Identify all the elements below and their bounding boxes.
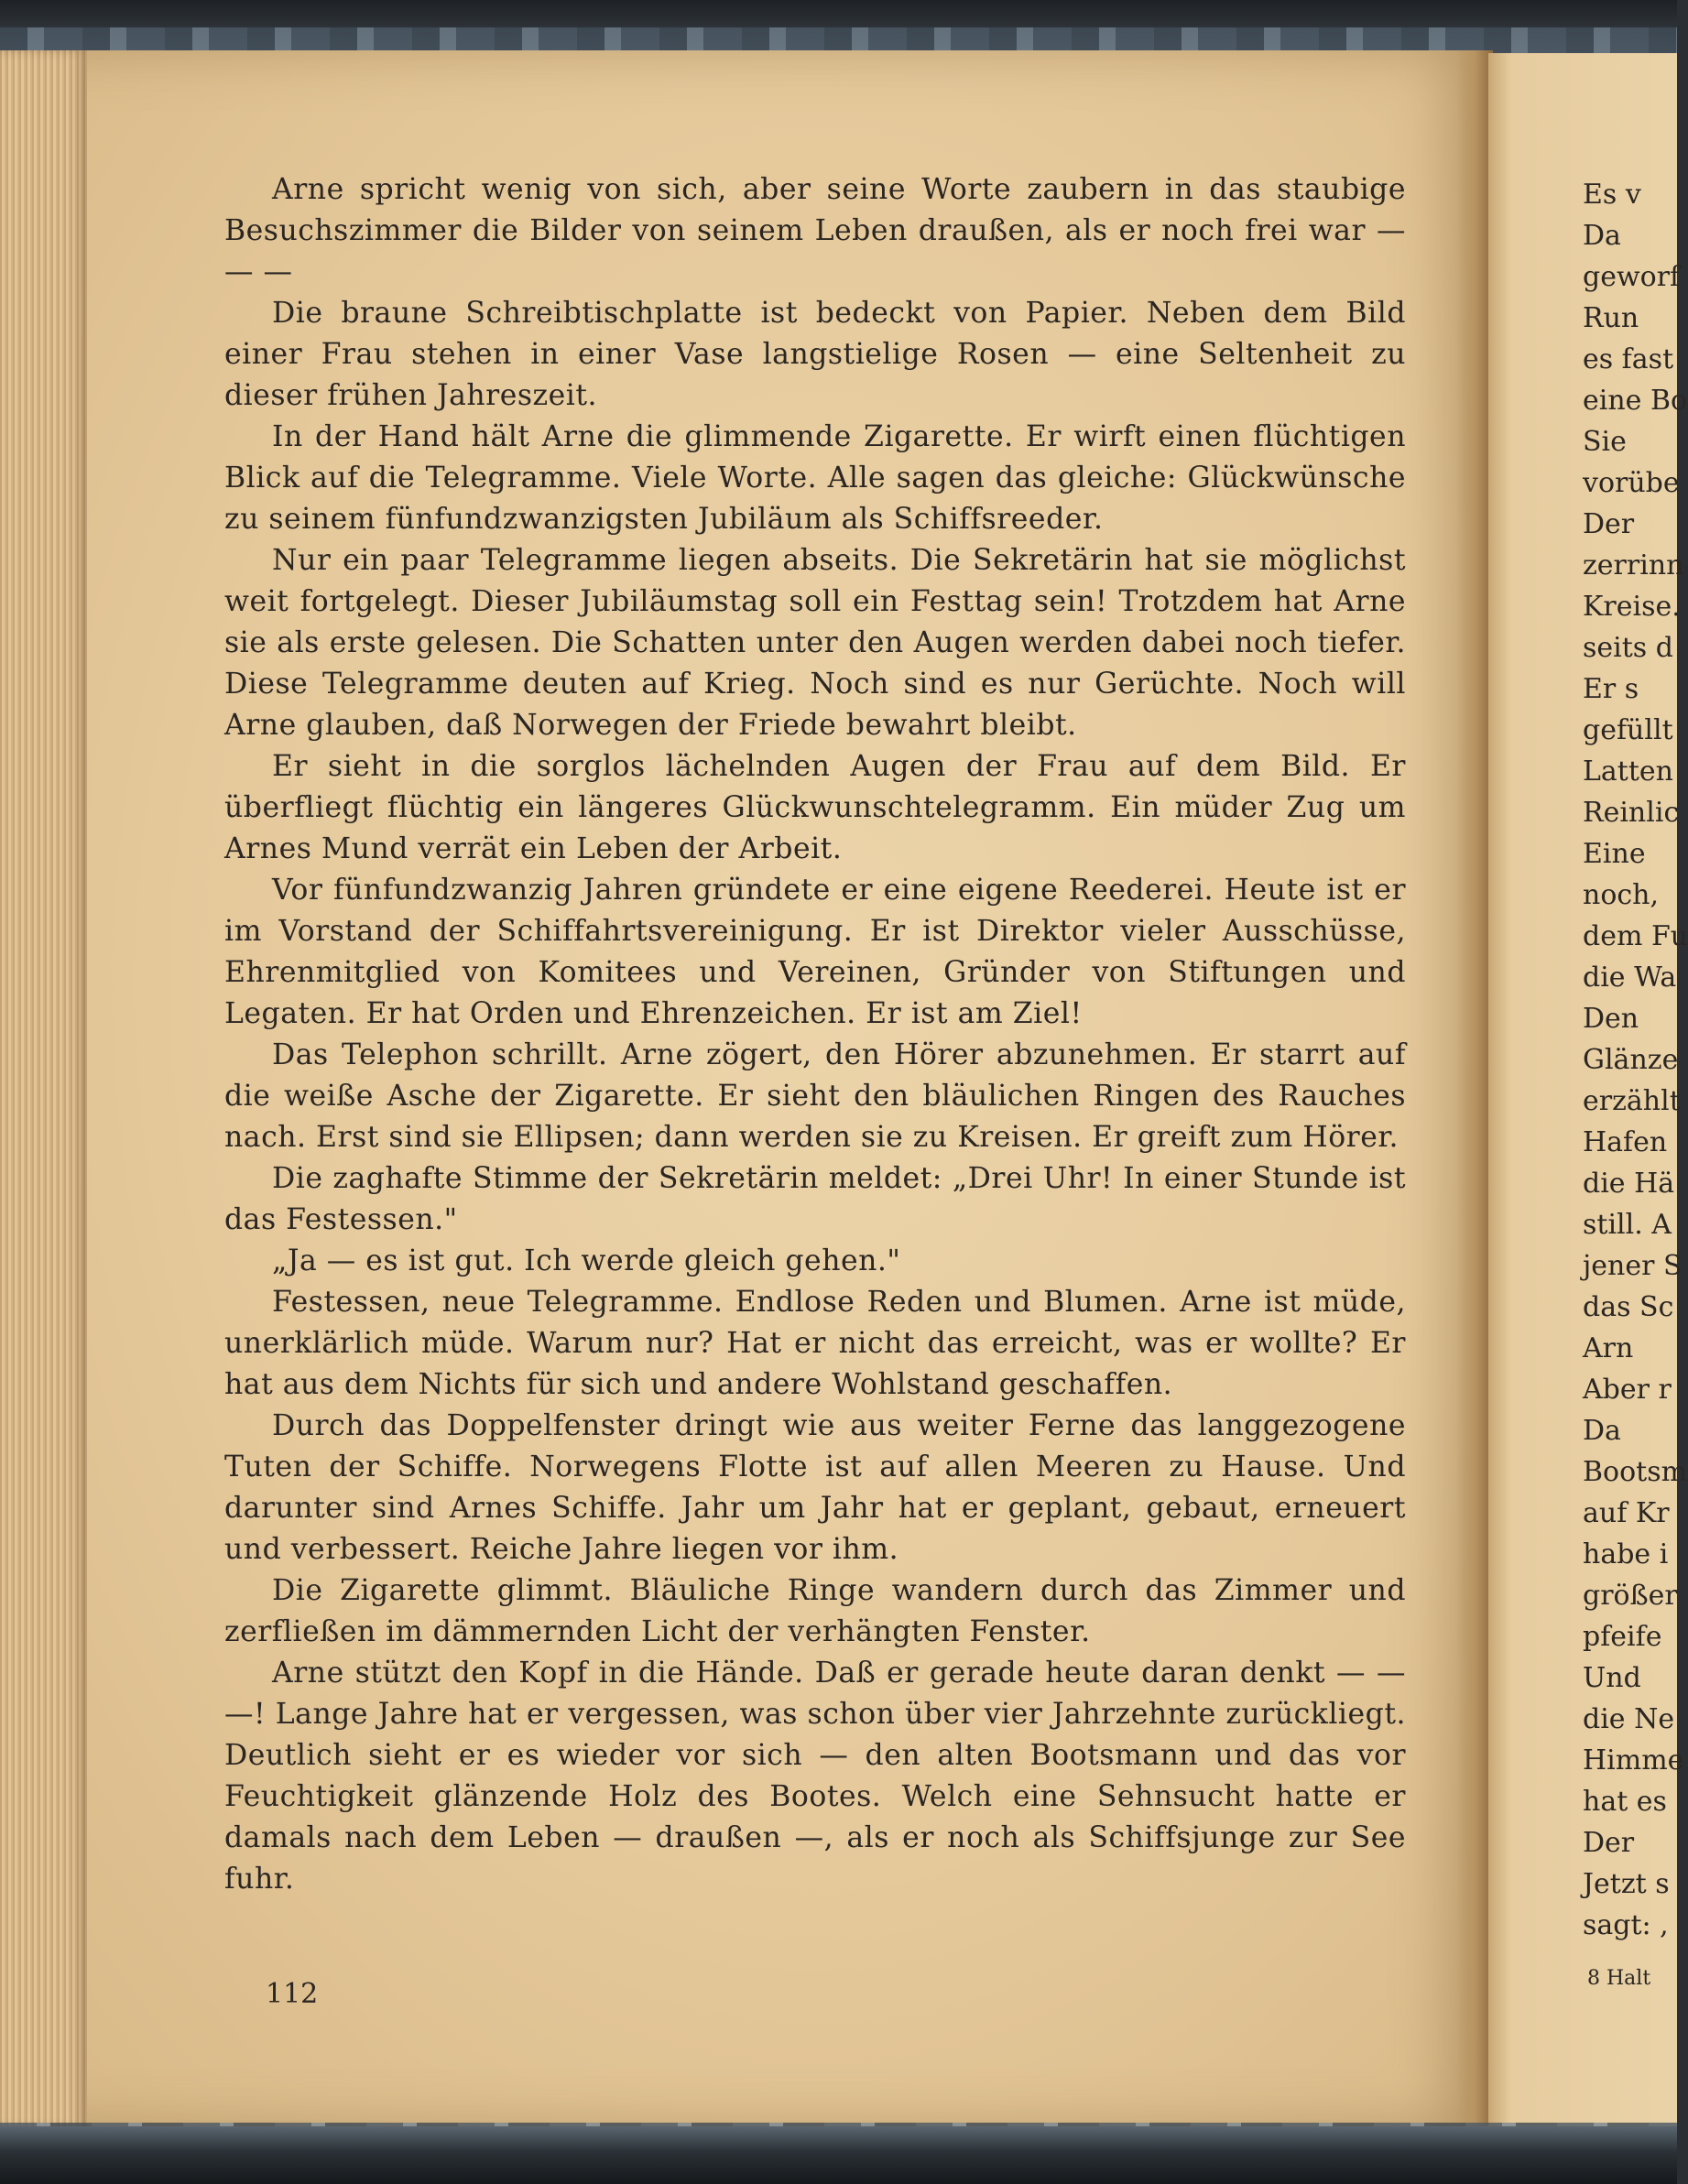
right-line: die Wa: [1583, 962, 1677, 994]
page-edges-left: [0, 50, 87, 2129]
right-line: zerrinn: [1583, 549, 1684, 581]
right-line: Jetzt s: [1583, 1868, 1670, 1900]
right-line: Run: [1583, 302, 1639, 334]
right-line: Aber r: [1583, 1374, 1672, 1406]
paragraph: „Ja — es ist gut. Ich werde gleich gehen.": [272, 1244, 901, 1277]
right-line: gefüllt: [1583, 714, 1673, 746]
right-line: jener S: [1583, 1250, 1683, 1282]
right-line: Latten: [1583, 755, 1673, 788]
right-line: Es v: [1583, 179, 1641, 211]
right-line: Der: [1583, 508, 1635, 540]
right-line: Hafen: [1583, 1126, 1668, 1158]
right-line: Kreise.: [1583, 591, 1681, 623]
paragraph: Das Telephon schrillt. Arne zögert, den Hörer abzunehmen. Er starrt auf die weiße Asche der Zigarette. Er sieht den bläulichen Ringen des Rauches nach. Erst sind sie Ellipsen; dann werden sie zu Kreisen. Er greift zum Hörer.: [224, 1038, 1406, 1154]
paragraph: Die braune Schreibtischplatte ist bedeckt von Papier. Neben dem Bild einer Frau stehen in einer Vase langstielige Rosen — eine Seltenheit zu dieser frühen Jahreszeit.: [224, 297, 1406, 412]
right-line: eine Bo: [1583, 385, 1688, 417]
page-number: 112: [266, 1978, 319, 2010]
right-line: es fast: [1583, 343, 1674, 375]
right-line: größer: [1583, 1580, 1678, 1612]
paragraph: Die zaghafte Stimme der Sekretärin meldet: „Drei Uhr! In einer Stunde ist das Festessen.": [224, 1162, 1406, 1236]
right-line: sagt: ,: [1583, 1909, 1669, 1941]
right-line: Den: [1583, 1003, 1639, 1035]
paragraph: In der Hand hält Arne die glimmende Zigarette. Er wirft einen flüchtigen Blick auf die Telegramme. Viele Worte. Alle sagen das gleiche: Glückwünsche zu seinem fünfundzwanzigsten Jubiläum als Schiffsreeder.: [224, 420, 1406, 536]
book-cover-bottom-edge: [0, 2126, 1677, 2184]
right-page-text-fragments: [1583, 174, 1688, 1946]
right-line: Reinlic: [1583, 797, 1680, 829]
left-page-text: [224, 169, 1406, 1900]
right-line: Sie: [1583, 426, 1627, 458]
right-line: still. A: [1583, 1209, 1672, 1241]
right-line: habe i: [1583, 1538, 1669, 1570]
paragraph: Vor fünfundzwanzig Jahren gründete er eine eigene Reederei. Heute ist er im Vorstand der Schiffahrtsvereinigung. Er ist Direktor vieler Ausschüsse, Ehrenmitglied von Komitees und Vereinen, Gründer von Stiftungen und Legaten. Er hat Orden und Ehrenzeichen. Er ist am Ziel!: [224, 874, 1406, 1030]
right-line: auf Kr: [1583, 1497, 1670, 1529]
right-line: die Ne: [1583, 1703, 1675, 1735]
paragraph: Arne spricht wenig von sich, aber seine Worte zaubern in das staubige Besuchszimmer die Bilder von seinem Leben draußen, als er noch frei war — — —: [224, 173, 1406, 288]
right-line: Glänze: [1583, 1044, 1679, 1076]
right-line: geworf: [1583, 261, 1681, 293]
right-line: hat es: [1583, 1786, 1667, 1818]
right-line: die Hä: [1583, 1168, 1675, 1200]
book-gutter: [1456, 50, 1493, 2129]
right-line: seits d: [1583, 632, 1673, 664]
right-line: pfeife: [1583, 1621, 1662, 1653]
right-line: noch,: [1583, 879, 1660, 911]
right-line: Und: [1583, 1662, 1641, 1694]
right-line: Himme: [1583, 1744, 1684, 1777]
right-line: Er s: [1583, 673, 1639, 705]
right-line: dem Fu: [1583, 920, 1688, 952]
paragraph: Die Zigarette glimmt. Bläuliche Ringe wandern durch das Zimmer und zerfließen im dämmernden Licht der verhängten Fenster.: [224, 1574, 1406, 1648]
right-line: Bootsm: [1583, 1456, 1688, 1488]
right-line: Der: [1583, 1827, 1635, 1859]
right-line: Eine: [1583, 838, 1646, 870]
paragraph: Festessen, neue Telegramme. Endlose Reden und Blumen. Arne ist müde, unerklärlich müde. Warum nur? Hat er nicht das erreicht, was er wollte? Er hat aus dem Nichts für sich und andere Wohlstand geschaffen.: [224, 1286, 1406, 1401]
right-line: Da: [1583, 1415, 1621, 1447]
right-line: Da: [1583, 220, 1621, 252]
paragraph: Arne stützt den Kopf in die Hände. Daß er gerade heute daran denkt — — —! Lange Jahre hat er vergessen, was schon über vier Jahrzehnte zurückliegt. Deutlich sieht er es wieder vor sich — den alten Bootsmann und das vor Feuchtigkeit glänzende Holz des Bootes. Welch eine Sehnsucht hatte er damals nach dem Leben — draußen —, als er noch als Schiffsjunge zur See fuhr.: [224, 1657, 1406, 1896]
paragraph: Durch das Doppelfenster dringt wie aus weiter Ferne das langgezogene Tuten der Schiffe. Norwegens Flotte ist auf allen Meeren zu Hause. Und darunter sind Arnes Schiffe. Jahr um Jahr hat er geplant, gebaut, erneuert und verbessert. Reiche Jahre liegen vor ihm.: [224, 1409, 1406, 1566]
right-page-footer: 8 Halt: [1587, 1967, 1651, 1990]
paragraph: Nur ein paar Telegramme liegen abseits. Die Sekretärin hat sie möglichst weit fortgelegt. Dieser Jubiläumstag soll ein Festtag sein! Trotzdem hat Arne sie als erste gelesen. Die Schatten unter den Augen werden dabei noch tiefer. Diese Telegramme deuten auf Krieg. Noch sind es nur Gerüchte. Noch will Arne glauben, daß Norwegen der Friede bewahrt bleibt.: [224, 544, 1406, 742]
right-line: vorübe: [1583, 467, 1680, 499]
right-line: das Sc: [1583, 1291, 1674, 1323]
right-line: Arn: [1583, 1332, 1634, 1364]
right-line: erzählt: [1583, 1085, 1681, 1117]
paragraph: Er sieht in die sorglos lächelnden Augen der Frau auf dem Bild. Er überfliegt flüchtig ein längeres Glückwunschtelegramm. Ein müder Zug um Arnes Mund verrät ein Leben der Arbeit.: [224, 750, 1406, 865]
